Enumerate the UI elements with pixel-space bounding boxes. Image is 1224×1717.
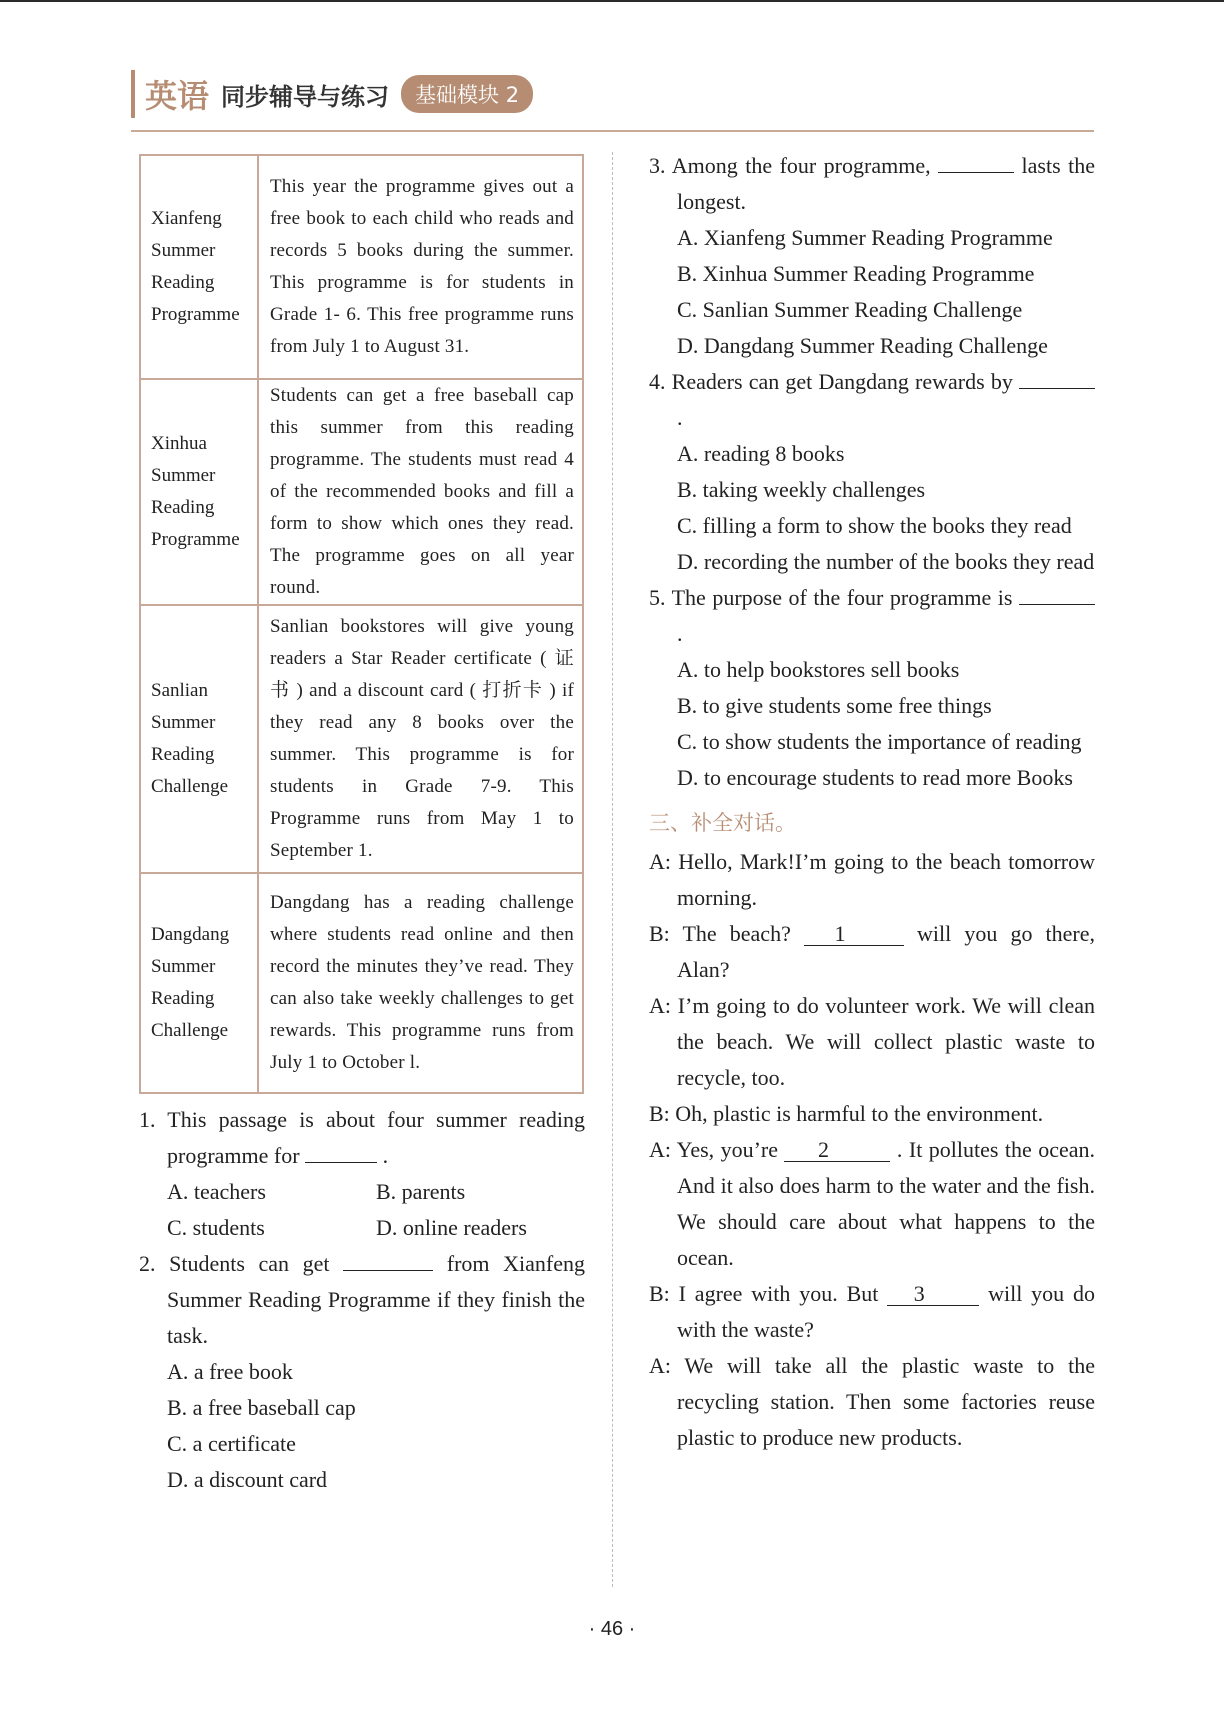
answer-blank — [343, 1248, 433, 1271]
question-5 — [649, 580, 1095, 796]
option-d: D. recording the number of the books they read — [677, 549, 1095, 574]
dialogue-line: B: I agree with you. But 3 will you do with the waste? — [649, 1281, 1096, 1342]
programme-name-cell: Sanlian Summer Reading Challenge — [140, 605, 258, 873]
section-title: 三、补全对话。 — [649, 811, 796, 835]
option-c: C. a certificate — [167, 1431, 296, 1456]
header-rule — [131, 130, 1094, 132]
question-stem: 5. The purpose of the four programme is . — [649, 580, 1095, 652]
dialogue-line: A: Yes, you’re 2 . It pollutes the ocean. And it also does harm to the water and the fish. We should care about what happens to the ocean. — [649, 1137, 1095, 1270]
dialogue-line: A: I’m going to do volunteer work. We will clean the beach. We will collect plastic waste to recycle, too. — [649, 993, 1095, 1090]
answer-blank — [1019, 366, 1095, 389]
option-d: D. online readers — [376, 1215, 527, 1240]
option-c: C. to show students the importance of reading — [677, 729, 1082, 754]
top-rule — [0, 0, 1224, 2]
option-row — [139, 1174, 585, 1210]
answer-blank: 2 — [784, 1139, 890, 1162]
option-a: A. teachers — [167, 1179, 266, 1204]
page-header — [131, 68, 533, 120]
option-d: D. Dangdang Summer Reading Challenge — [677, 333, 1048, 358]
programme-desc-cell: Sanlian bookstores will give young readers a Star Reader certificate ( 证书 ) and a discount card ( 打折卡 ) if they read any 8 books over the summer. This programme is for students in Grade 7-9. This Programme runs from May 1 to September 1. — [258, 605, 583, 873]
question-stem: 1. This passage is about four summer reading programme for . — [139, 1107, 585, 1168]
programme-name-cell: Xianfeng Summer Reading Programme — [140, 155, 258, 379]
option-d: D. a discount card — [167, 1467, 328, 1492]
answer-blank: 3 — [887, 1283, 979, 1306]
header-accent-bar — [131, 70, 135, 118]
option-c: C. students — [167, 1215, 265, 1240]
question-stem: 4. Readers can get Dangdang rewards by . — [649, 364, 1095, 436]
option-d: D. to encourage students to read more Books — [677, 765, 1073, 790]
question-stem: 2. Students can get from Xianfeng Summer Reading Programme if they finish the task. — [139, 1246, 585, 1354]
programme-desc-cell: Students can get a free baseball cap this summer from this reading programme. The students must read 4 of the recommended books and fill a form to show which ones they read. The programme goes on all year round. — [258, 379, 583, 605]
dialogue — [649, 844, 1095, 1456]
answer-blank — [1019, 582, 1095, 605]
programme-desc-cell: This year the programme gives out a free book to each child who reads and records 5 books during the summer. This programme is for students in Grade 1- 6. This free programme runs from July 1 to August 31. — [258, 155, 583, 379]
dialogue-line: A: Hello, Mark!I’m going to the beach tomorrow morning. — [649, 849, 1095, 910]
programme-desc-cell: Dangdang has a reading challenge where students read online and then record the minutes they’ve read. They can also take weekly challenges to get rewards. This programme runs from July 1 to October l. — [258, 873, 583, 1093]
option-b: B. Xinhua Summer Reading Programme — [677, 261, 1035, 286]
option-b: B. parents — [376, 1179, 466, 1204]
table-row — [140, 873, 583, 1093]
header-subject: 英语 — [145, 77, 210, 115]
option-a: A. Xianfeng Summer Reading Programme — [677, 225, 1053, 250]
header-badge: 基础模块 2 — [401, 75, 533, 113]
option-row — [139, 1210, 585, 1246]
answer-blank — [938, 150, 1014, 173]
question-4 — [649, 364, 1095, 580]
option-a: A. to help bookstores sell books — [677, 657, 960, 682]
left-column — [139, 154, 585, 1498]
table-row — [140, 605, 583, 873]
table-row — [140, 379, 583, 605]
option-a: A. reading 8 books — [677, 441, 845, 466]
option-b: B. a free baseball cap — [167, 1395, 356, 1420]
option-a: A. a free book — [167, 1359, 293, 1384]
dialogue-line: B: The beach? 1 will you go there, Alan? — [649, 921, 1095, 982]
right-column — [649, 148, 1095, 1456]
programme-name-cell: Dangdang Summer Reading Challenge — [140, 873, 258, 1093]
question-stem: 3. Among the four programme, lasts the longest. — [649, 148, 1095, 220]
option-c: C. filling a form to show the books they read — [677, 513, 1072, 538]
dialogue-line: A: We will take all the plastic waste to the recycling station. Then some factories reuse plastic to produce new products. — [649, 1353, 1095, 1450]
dialogue-line: B: Oh, plastic is harmful to the environment. — [649, 1101, 1044, 1126]
option-b: B. taking weekly challenges — [677, 477, 926, 502]
option-b: B. to give students some free things — [677, 693, 992, 718]
programme-table — [139, 154, 584, 1094]
header-title: 同步辅导与练习 — [221, 82, 390, 111]
programme-name-cell: Xinhua Summer Reading Programme — [140, 379, 258, 605]
option-c: C. Sanlian Summer Reading Challenge — [677, 297, 1023, 322]
question-1 — [139, 1102, 585, 1246]
page-number: · 46 · — [588, 1618, 636, 1640]
question-2 — [139, 1246, 585, 1498]
question-3 — [649, 148, 1095, 364]
table-row — [140, 155, 583, 379]
column-divider — [612, 152, 613, 1587]
answer-blank: 1 — [804, 923, 904, 946]
answer-blank — [305, 1140, 377, 1163]
